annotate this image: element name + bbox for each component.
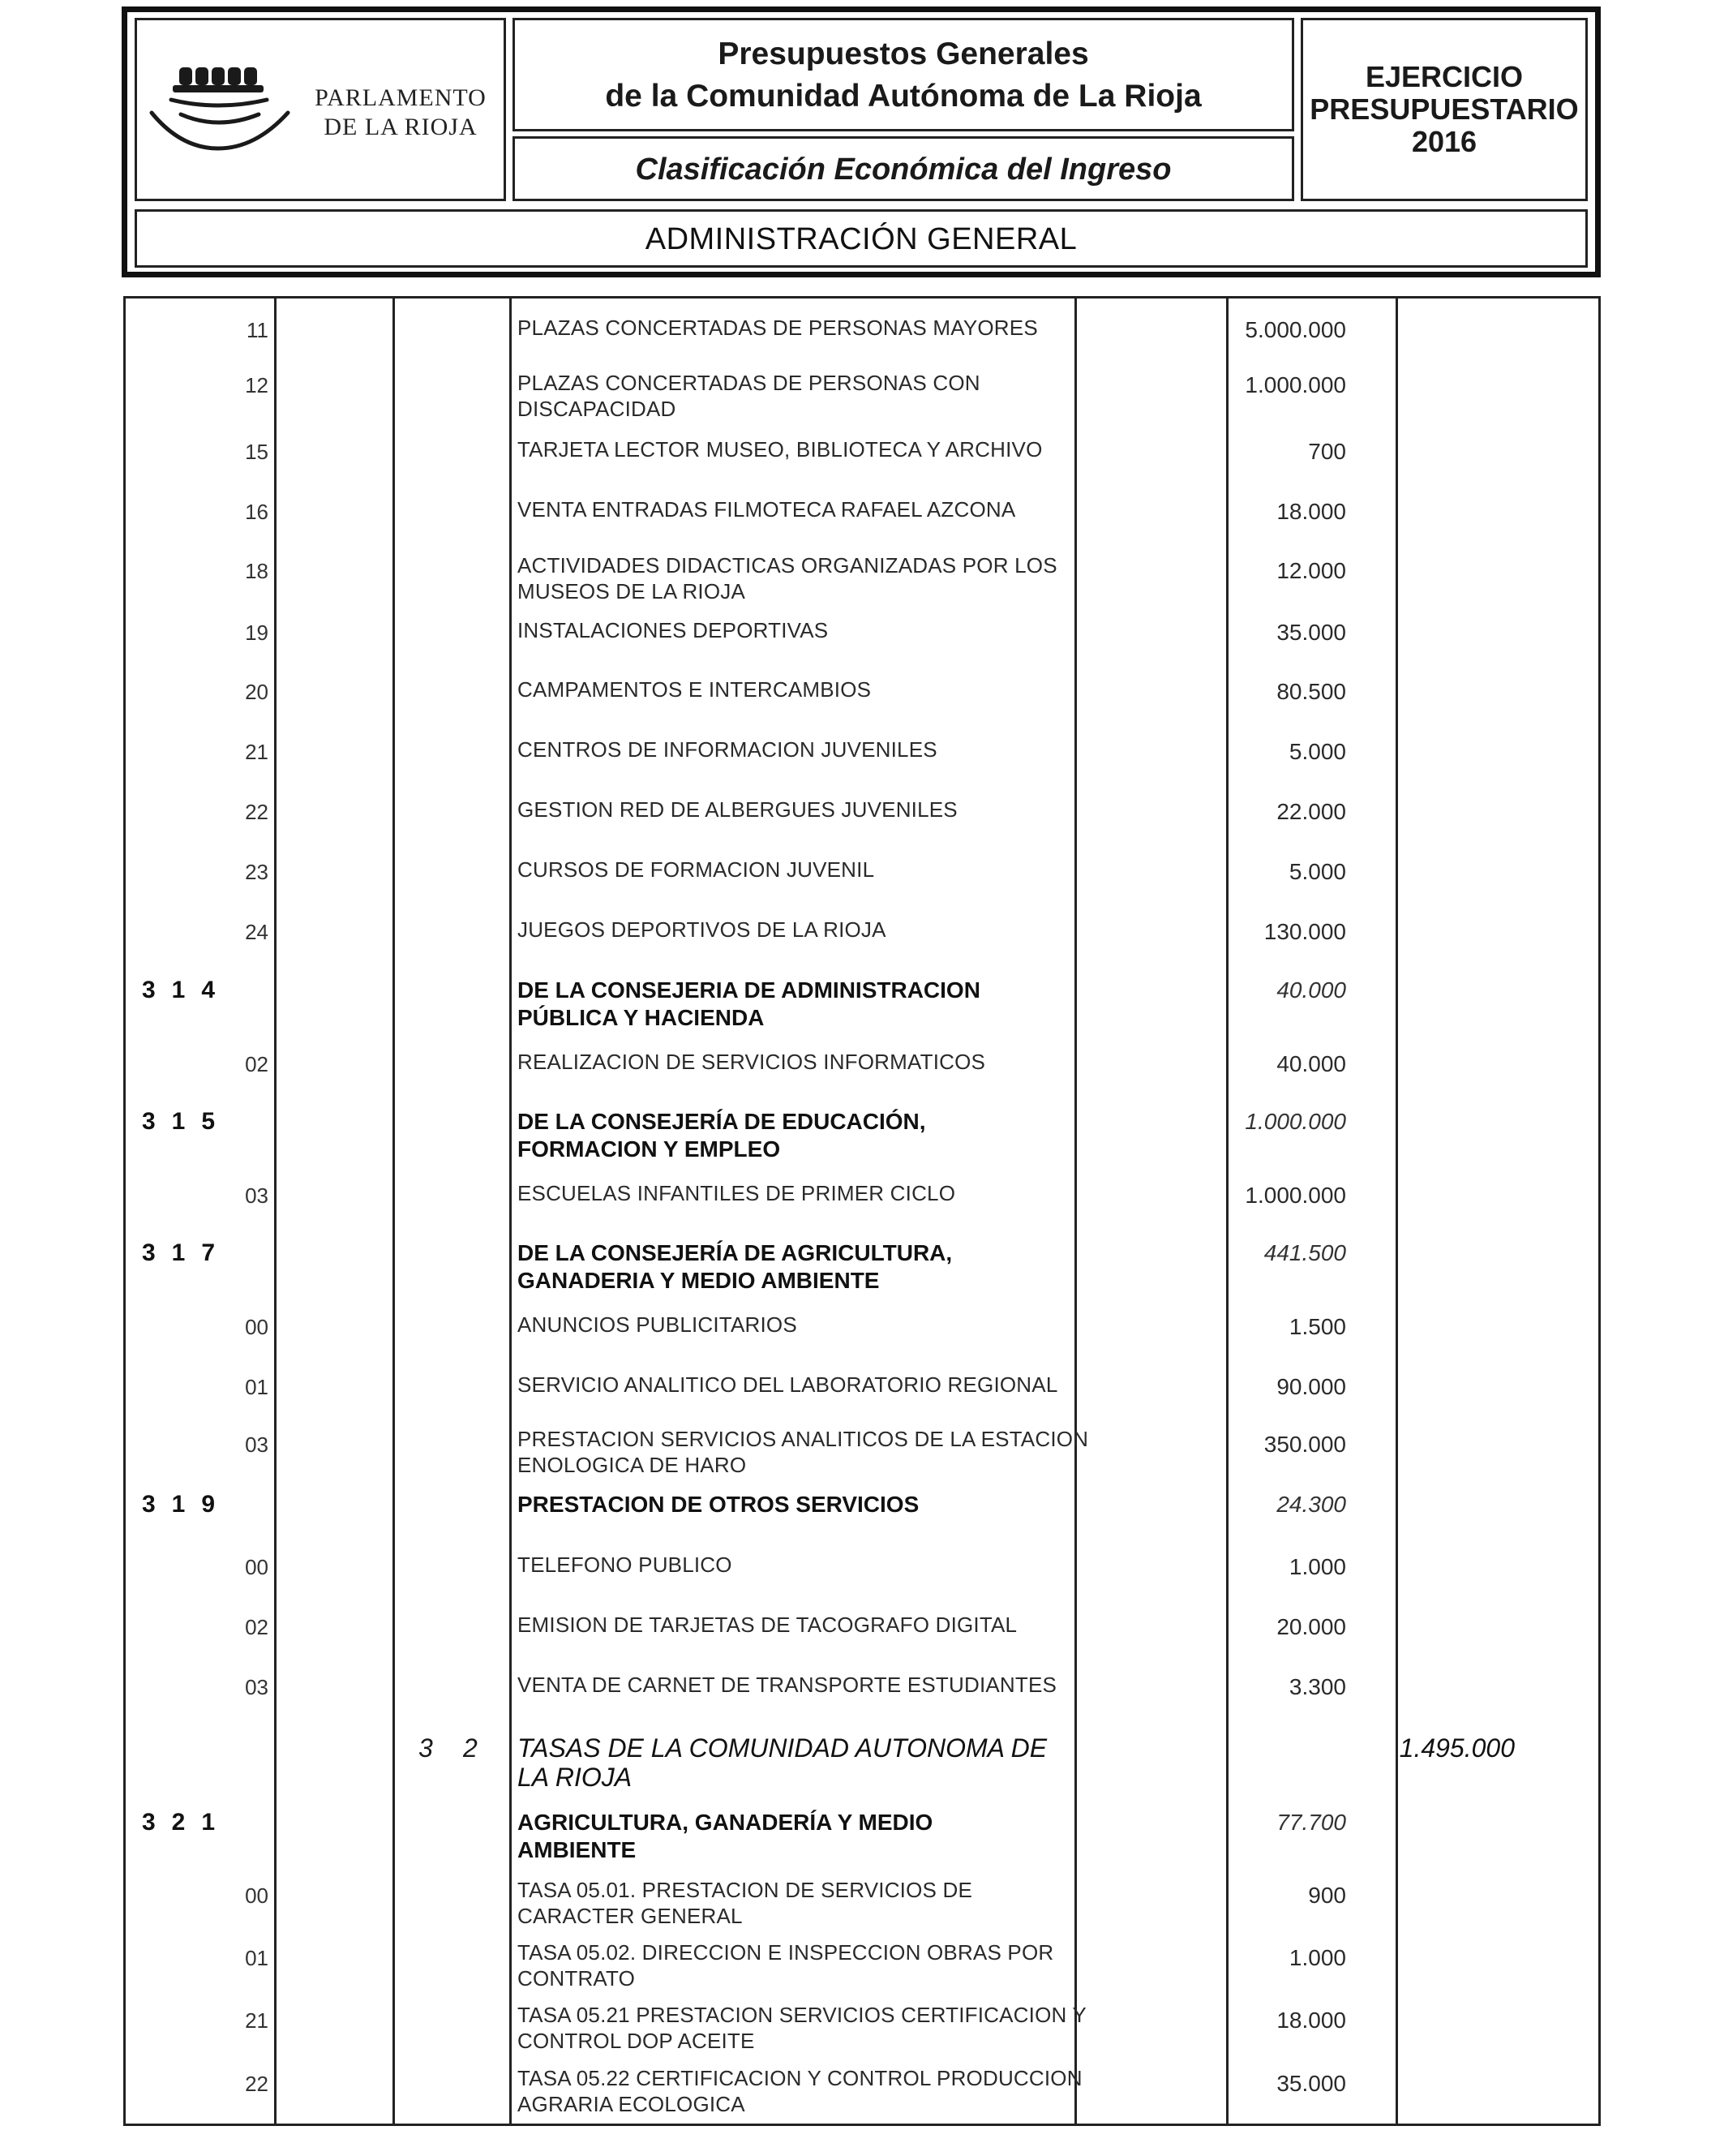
- row-description-line2: CONTRATO: [517, 1966, 636, 1991]
- row-description: EMISION DE TARJETAS DE TACOGRAFO DIGITAL: [517, 1613, 1018, 1637]
- concept-code: 314: [142, 977, 232, 1003]
- concept-description-line1: DE LA CONSEJERIA DE ADMINISTRACION: [517, 977, 980, 1003]
- chapter-code-digit1: 3: [418, 1733, 433, 1763]
- row-description: CENTROS DE INFORMACION JUVENILES: [517, 737, 937, 762]
- chapter-total: 1.495.000: [1399, 1733, 1515, 1763]
- subconcept-code: 02: [245, 1615, 268, 1639]
- subconcept-code: 11: [247, 318, 268, 342]
- row-description: TELEFONO PUBLICO: [517, 1553, 732, 1577]
- subconcept-code: 01: [245, 1946, 268, 1970]
- subconcept-code: 21: [245, 2008, 268, 2033]
- subconcept-code: 15: [245, 440, 268, 464]
- row-description-line2: MUSEOS DE LA RIOJA: [517, 579, 746, 603]
- row-description-line2: DISCAPACIDAD: [517, 397, 676, 421]
- subconcept-code: 00: [245, 1315, 268, 1339]
- concept-description: [517, 977, 1190, 1032]
- concept-code: 315: [142, 1108, 232, 1135]
- column-divider: [509, 298, 512, 2124]
- row-description: REALIZACION DE SERVICIOS INFORMATICOS: [517, 1050, 986, 1074]
- row-description-line1: ACTIVIDADES DIDACTICAS ORGANIZADAS POR LOS: [517, 553, 1057, 578]
- row-description: SERVICIO ANALITICO DEL LABORATORIO REGIONAL: [517, 1372, 1058, 1397]
- row-description: ESCUELAS INFANTILES DE PRIMER CICLO: [517, 1181, 956, 1205]
- organization-name: [299, 84, 502, 142]
- concept-code: 321: [142, 1809, 232, 1836]
- document-subtitle: Clasificación Económica del Ingreso: [635, 152, 1172, 187]
- row-amount: 5.000.000: [1245, 317, 1346, 342]
- row-amount: 5.000: [1289, 739, 1346, 764]
- concept-description: PRESTACION DE OTROS SERVICIOS: [517, 1492, 920, 1517]
- row-amount: 1.000: [1289, 1554, 1346, 1579]
- concept-description-line1: DE LA CONSEJERÍA DE AGRICULTURA,: [517, 1240, 953, 1265]
- subconcept-code: 18: [245, 559, 268, 583]
- column-divider: [392, 298, 395, 2124]
- row-amount: 35.000: [1276, 620, 1346, 645]
- row-amount: 22.000: [1276, 799, 1346, 824]
- section-title: ADMINISTRACIÓN GENERAL: [645, 222, 1078, 256]
- section-title-box: [135, 209, 1588, 268]
- row-amount: 18.000: [1276, 2008, 1346, 2033]
- row-description: VENTA DE CARNET DE TRANSPORTE ESTUDIANTES: [517, 1673, 1057, 1697]
- row-amount: 1.000.000: [1245, 1183, 1346, 1208]
- concept-amount: 1.000.000: [1245, 1109, 1346, 1134]
- row-description: [517, 1939, 1190, 1991]
- row-amount: 20.000: [1276, 1614, 1346, 1639]
- concept-description-line2: FORMACION Y EMPLEO: [517, 1136, 781, 1162]
- chapter-description-line2: LA RIOJA: [517, 1763, 633, 1792]
- row-amount: 90.000: [1276, 1374, 1346, 1399]
- chapter-description: [517, 1733, 1190, 1792]
- subconcept-code: 03: [245, 1675, 268, 1699]
- subconcept-code: 20: [245, 680, 268, 704]
- row-description: ANUNCIOS PUBLICITARIOS: [517, 1312, 797, 1337]
- column-divider: [1396, 298, 1398, 2124]
- row-description-line1: TASA 05.22 CERTIFICACION Y CONTROL PRODUCCION: [517, 2066, 1083, 2090]
- subconcept-code: 01: [245, 1375, 268, 1399]
- row-amount: 1.000.000: [1245, 372, 1346, 397]
- row-description: [517, 1877, 1190, 1929]
- fiscal-year-box: [1301, 18, 1588, 201]
- row-description: INSTALACIONES DEPORTIVAS: [517, 618, 829, 642]
- fiscal-year-line1: EJERCICIO: [1365, 60, 1524, 93]
- concept-code: 317: [142, 1239, 232, 1266]
- concept-description-line1: AGRICULTURA, GANADERÍA Y MEDIO: [517, 1810, 933, 1835]
- row-description: VENTA ENTRADAS FILMOTECA RAFAEL AZCONA: [517, 497, 1016, 522]
- parlamento-logo-icon: [148, 64, 294, 153]
- row-amount: 12.000: [1276, 558, 1346, 583]
- row-description: [517, 2002, 1190, 2054]
- logo-box: [135, 18, 506, 201]
- row-description-line1: PLAZAS CONCERTADAS DE PERSONAS CON: [517, 371, 980, 395]
- subconcept-code: 19: [245, 621, 268, 645]
- concept-description-line2: PÚBLICA Y HACIENDA: [517, 1005, 765, 1030]
- chapter-code-digit2: 2: [463, 1733, 478, 1763]
- subconcept-code: 00: [245, 1555, 268, 1579]
- concept-description: [517, 1809, 1190, 1864]
- row-description-line1: TASA 05.21 PRESTACION SERVICIOS CERTIFICACION Y: [517, 2003, 1087, 2027]
- chapter-description-line1: TASAS DE LA COMUNIDAD AUTONOMA DE: [517, 1733, 1048, 1763]
- subconcept-code: 22: [245, 2072, 268, 2096]
- row-description-line2: AGRARIA ECOLOGICA: [517, 2092, 745, 2116]
- column-divider: [274, 298, 277, 2124]
- concept-description-line2: AMBIENTE: [517, 1837, 637, 1862]
- row-description: CAMPAMENTOS E INTERCAMBIOS: [517, 677, 872, 702]
- row-description-line1: TASA 05.02. DIRECCION E INSPECCION OBRAS POR: [517, 1940, 1054, 1965]
- concept-amount: 77.700: [1276, 1810, 1346, 1835]
- org-name-line2: DE LA RIOJA: [324, 114, 478, 140]
- subconcept-code: 03: [245, 1432, 268, 1457]
- subconcept-code: 22: [245, 800, 268, 824]
- document-title-line1: Presupuestos Generales: [718, 37, 1089, 71]
- concept-code: 319: [142, 1491, 232, 1518]
- subconcept-code: 02: [245, 1052, 268, 1076]
- row-description: [517, 370, 1190, 422]
- row-description: [517, 1426, 1190, 1478]
- subconcept-code: 23: [245, 860, 268, 884]
- row-description-line1: PRESTACION SERVICIOS ANALITICOS DE LA ESTACION: [517, 1427, 1089, 1451]
- row-amount: 80.500: [1276, 679, 1346, 704]
- document-title-box: [512, 18, 1294, 131]
- subconcept-code: 21: [245, 740, 268, 764]
- row-description: GESTION RED DE ALBERGUES JUVENILES: [517, 797, 958, 822]
- row-amount: 700: [1308, 439, 1346, 464]
- row-description: PLAZAS CONCERTADAS DE PERSONAS MAYORES: [517, 316, 1038, 340]
- row-description: [517, 552, 1190, 604]
- subconcept-code: 16: [245, 500, 268, 524]
- row-amount: 1.500: [1289, 1314, 1346, 1339]
- row-description: JUEGOS DEPORTIVOS DE LA RIOJA: [517, 917, 886, 942]
- concept-amount: 24.300: [1276, 1492, 1346, 1517]
- document-title-line2: de la Comunidad Autónoma de La Rioja: [605, 79, 1202, 114]
- row-description: [517, 2065, 1190, 2117]
- subconcept-code: 00: [245, 1883, 268, 1908]
- row-description-line2: CONTROL DOP ACEITE: [517, 2029, 755, 2053]
- row-amount: 130.000: [1263, 919, 1346, 944]
- concept-amount: 441.500: [1263, 1240, 1346, 1265]
- row-amount: 1.000: [1289, 1945, 1346, 1970]
- row-description-line1: TASA 05.01. PRESTACION DE SERVICIOS DE: [517, 1878, 973, 1902]
- org-name-line1: PARLAMENTO: [315, 84, 487, 111]
- row-description: CURSOS DE FORMACION JUVENIL: [517, 857, 875, 882]
- row-description: TARJETA LECTOR MUSEO, BIBLIOTECA Y ARCHIVO: [517, 437, 1043, 462]
- concept-description: [517, 1108, 1190, 1163]
- row-amount: 5.000: [1289, 859, 1346, 884]
- fiscal-year-line2: PRESUPUESTARIO: [1310, 92, 1579, 126]
- row-amount: 18.000: [1276, 499, 1346, 524]
- subconcept-code: 24: [245, 920, 268, 944]
- concept-amount: 40.000: [1276, 977, 1346, 1003]
- concept-description: [517, 1239, 1190, 1295]
- row-description-line2: CARACTER GENERAL: [517, 1904, 743, 1928]
- concept-description-line1: DE LA CONSEJERÍA DE EDUCACIÓN,: [517, 1109, 926, 1134]
- row-amount: 35.000: [1276, 2071, 1346, 2096]
- row-description-line2: ENOLOGICA DE HARO: [517, 1453, 747, 1477]
- subconcept-code: 03: [245, 1183, 268, 1208]
- fiscal-year-value: 2016: [1411, 125, 1477, 158]
- document-subtitle-box: [512, 136, 1294, 201]
- row-amount: 900: [1308, 1883, 1346, 1908]
- subconcept-code: 12: [245, 373, 268, 397]
- row-amount: 3.300: [1289, 1674, 1346, 1699]
- row-amount: 350.000: [1263, 1432, 1346, 1457]
- row-amount: 40.000: [1276, 1051, 1346, 1076]
- concept-description-line2: GANADERIA Y MEDIO AMBIENTE: [517, 1268, 880, 1293]
- budget-table: [123, 296, 1601, 2126]
